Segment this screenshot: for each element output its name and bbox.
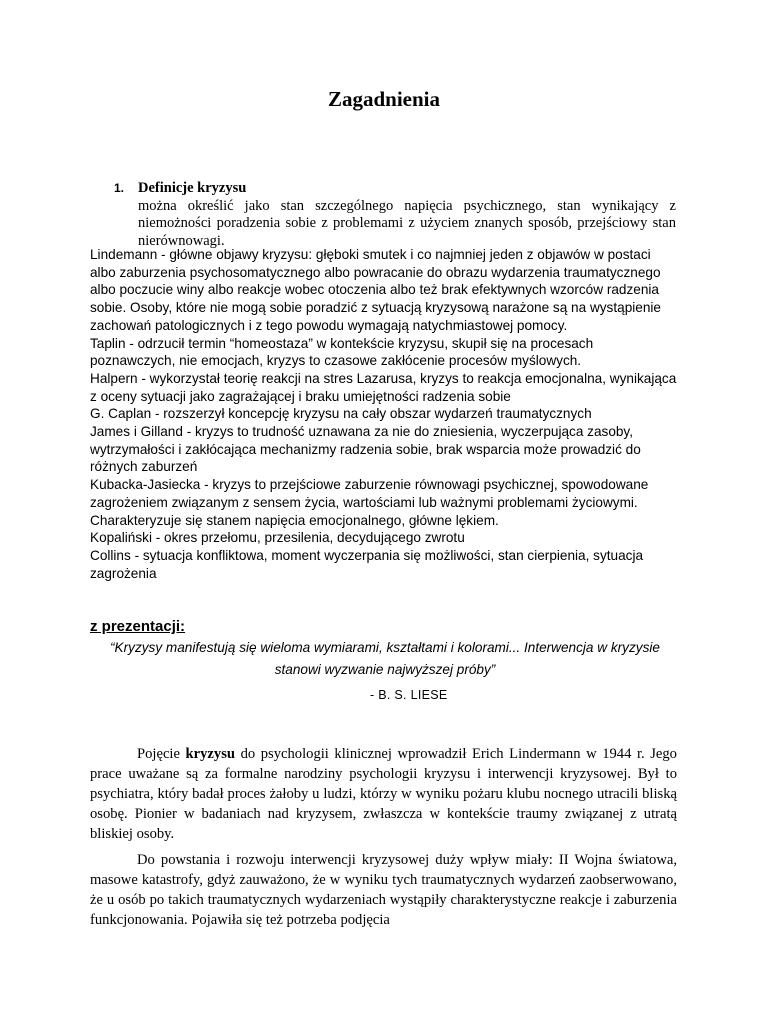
- definition-lindemann: Lindemann - główne objawy kryzysu: głęboki smutek i co najmniej jeden z objawów w postaci albo zaburzenia psychosomatycznego albo powracanie do obrazu wydarzenia traumatycznego albo poczucie winy albo reakcje wobec otoczenia albo też brak efektywnych wzorców radzenia sobie. Osoby, które nie mogą sobie poradzić z sytuacją kryzysową narażone są na wystąpienie zachowań patologicznych i z tego powodu wymagają natychmiastowej pomocy.: [90, 247, 661, 333]
- quote-line-1: “Kryzysy manifestują się wieloma wymiarami, kształtami i kolorami... Interwencja w kryzysie: [110, 640, 660, 655]
- definition-caplan: G. Caplan - rozszerzył koncepcję kryzysu na cały obszar wydarzeń traumatycznych: [90, 406, 592, 422]
- definition-halpern: Halpern - wykorzystał teorię reakcji na stres Lazarusa, kryzys to reakcja emocjonalna, wynikająca z oceny sytuacji jako zagrażającej i braku umiejętności radzenia sobie: [90, 370, 677, 404]
- bold-term-kryzysu: kryzysu: [185, 746, 235, 762]
- definition-collins: Collins - sytuacja konfliktowa, moment wyczerpania się możliwości, stan cierpienia, sytuacja zagrożenia: [90, 547, 644, 581]
- quote: [90, 637, 680, 681]
- definition-kopalinski: Kopaliński - okres przełomu, przesilenia, decydującego zwrotu: [90, 530, 465, 546]
- paragraph-1-rest: do psychologii klinicznej wprowadził Erich Lindermann w 1944 r. Jego prace uważane są za formalne narodziny psychologii kryzysu i interwencji kryzysowej. Był to psychiatra, który badał proces żałoby u ludzi, którzy w wyniku pożaru klubu nocnego utracili bliską osobę. Pionier w badaniach nad kryzysem, zwłaszcza w kontekście traumy związanej z utratą bliskiej osoby.: [90, 746, 677, 842]
- paragraph-2: Do powstania i rozwoju interwencji kryzysowej duży wpływ miały: II Wojna światowa, masowe katastrofy, gdyż zauważono, że w wyniku tych traumatycznych wydarzeń zaobserwowano, że u osób po takich traumatycznych wydarzeniach wystąpiły charakterystyczne reakcje i zaburzenia funkcjonowania. Pojawiła się też potrzeba podjęcia: [90, 852, 677, 928]
- page-title: Zagadnienia: [327, 87, 441, 111]
- body-text: [90, 744, 677, 936]
- list-item-body: [138, 180, 676, 250]
- quote-line-2: stanowi wyzwanie najwyższej próby”: [274, 662, 496, 677]
- definition-james-gilland: James i Gilland - kryzys to trudność uznawana za nie do zniesienia, wyczerpująca zasoby, wytrzymałości i zakłócająca mechanizmy radzenia sobie, brak wsparcia może prowadzić do różnych zaburzeń: [90, 424, 641, 475]
- paragraph-1: [90, 744, 677, 844]
- definition-kubacka-jasiecka: Kubacka-Jasiecka - kryzys to przejściowe zaburzenie równowagi psychicznej, spowodowane zagrożeniem związanym z sensem życia, wartościami lub ważnymi problemami życiowymi. Charakteryzuje się stanem napięcia emocjonalnego, główne lękiem.: [90, 477, 649, 528]
- section-heading: Definicje kryzysu: [138, 180, 247, 196]
- section-intro-text: można określić jako stan szczególnego napięcia psychicznego, stan wynikający z niemożności poradzenia sobie z problemami z użyciem znanych sposób, przejściowy stan nierównowagi.: [138, 197, 676, 249]
- paragraph-1-start: Pojęcie: [137, 746, 186, 762]
- definition-taplin: Taplin - odrzucił termin “homeostaza” w kontekście kryzysu, skupił się na procesach poznawczych, nie emocjach, kryzys to czasowe zakłócenie procesów myślowych.: [90, 335, 594, 369]
- list-number: 1.: [114, 181, 125, 195]
- definitions-list: [90, 246, 680, 582]
- presentation-heading: z prezentacji:: [90, 618, 186, 635]
- quote-author: - B. S. LIESE: [370, 688, 448, 702]
